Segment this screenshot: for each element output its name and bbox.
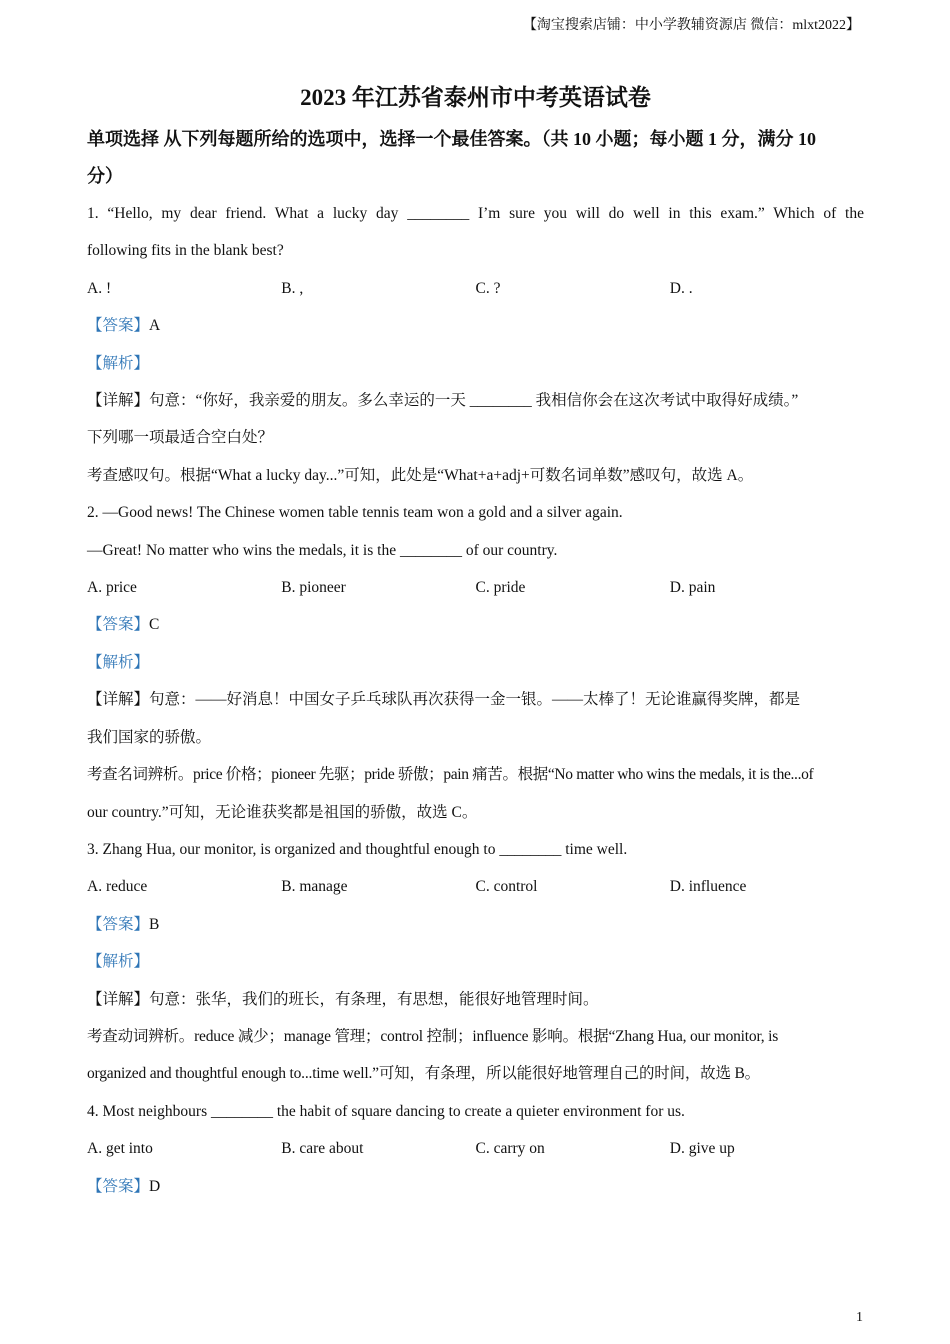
answer-label: 【答案】: [87, 1177, 150, 1195]
option-c: C. control: [475, 878, 538, 896]
answer-value: D: [149, 1177, 161, 1195]
document-body: [87, 80, 864, 1205]
detail-text: 考查感叹句。根据“What a lucky day...”可知，此处是“What+a+adj+可数名词单数”感叹句，故选 A。: [87, 466, 754, 484]
analysis-label: 【解析】: [87, 653, 150, 671]
detail-text: 考查动词辨析。reduce 减少；manage 管理；control 控制；influence 影响。根据“Zhang Hua, our monitor, is: [87, 1027, 779, 1045]
analysis-line: [87, 943, 864, 980]
detail-line: [87, 681, 864, 718]
detail-label: 【详解】: [87, 392, 150, 410]
option-a: A. !: [87, 279, 112, 297]
detail-text: our country.”可知，无论谁获奖都是祖国的骄傲，故选 C。: [87, 803, 478, 821]
detail-text: organized and thoughtful enough to...time well.”可知，有条理，所以能很好地管理自己的时间，故选 B。: [87, 1065, 760, 1083]
detail-line: [87, 981, 864, 1018]
answer-line: [87, 307, 864, 344]
option-c: C. ?: [475, 279, 501, 297]
option-d: D. .: [669, 279, 693, 297]
section-heading-line-2: 分）: [87, 166, 123, 186]
detail-text: 句意：“你好，我亲爱的朋友。多么幸运的一天 ________ 我相信你会在这次考试中取得好成绩。”: [149, 392, 799, 410]
option-c: C. pride: [475, 579, 526, 597]
detail-label: 【详解】: [87, 990, 150, 1008]
question-stem: 3. Zhang Hua, our monitor, is organized and thoughtful enough to ________ time well.: [87, 840, 628, 858]
answer-value: A: [149, 317, 161, 335]
option-a: A. reduce: [87, 878, 148, 896]
detail-text: 考查名词辨析。price 价格；pioneer 先驱；pride 骄傲；pain 痛苦。根据“No matter who wins the medals, it is the...of: [87, 766, 814, 784]
question-stem: 4. Most neighbours ________ the habit of square dancing to create a quieter environment for us.: [87, 1102, 685, 1120]
question-2: [87, 494, 864, 831]
answer-label: 【答案】: [87, 616, 150, 634]
option-row: [87, 868, 864, 905]
answer-line: [87, 906, 864, 943]
header-note: 【淘宝搜索店铺：中小学教辅资源店 微信：mlxt2022】: [522, 18, 860, 33]
option-row: [87, 569, 864, 606]
option-row: [87, 270, 864, 307]
option-b: B. manage: [281, 878, 348, 896]
answer-line: [87, 606, 864, 643]
option-c: C. carry on: [475, 1140, 545, 1158]
option-b: B. pioneer: [281, 579, 346, 597]
option-a: A. get into: [87, 1140, 153, 1158]
answer-value: B: [149, 915, 160, 933]
option-d: D. give up: [669, 1140, 735, 1158]
answer-value: C: [149, 616, 160, 634]
analysis-label: 【解析】: [87, 354, 150, 372]
answer-label: 【答案】: [87, 915, 150, 933]
section-heading: [87, 121, 864, 195]
option-d: D. influence: [669, 878, 747, 896]
question-stem: 1. “Hello, my dear friend. What a lucky day ________ I’m sure you will do well in this exam.” Which of the: [87, 205, 864, 222]
option-b: B. care about: [281, 1140, 364, 1158]
detail-text: 我们国家的骄傲。: [87, 728, 212, 746]
analysis-label: 【解析】: [87, 953, 150, 971]
page-number: 1: [856, 1310, 863, 1325]
detail-label: 【详解】: [87, 691, 150, 709]
option-row: [87, 1130, 864, 1167]
question-4: [87, 1093, 864, 1205]
section-heading-line-1: 单项选择 从下列每题所给的选项中，选择一个最佳答案。（共 10 小题；每小题 1 分，满分 10: [87, 129, 816, 149]
answer-line: [87, 1168, 864, 1205]
detail-text: 句意：张华，我们的班长，有条理，有思想，能很好地管理时间。: [149, 990, 599, 1008]
detail-text: 句意：——好消息！中国女子乒乓球队再次获得一金一银。——太棒了！无论谁赢得奖牌，都是: [149, 691, 801, 709]
question-stem: following fits in the blank best?: [87, 242, 284, 260]
document-title: 2023 年江苏省泰州市中考英语试卷: [300, 85, 651, 110]
option-b: B. ,: [281, 279, 304, 297]
detail-text: 下列哪一项最适合空白处？: [87, 429, 274, 447]
answer-label: 【答案】: [87, 317, 150, 335]
analysis-line: [87, 345, 864, 382]
option-a: A. price: [87, 579, 137, 597]
question-3: [87, 831, 864, 1093]
question-stem: 2. —Good news! The Chinese women table tennis team won a gold and a silver again.: [87, 504, 623, 522]
question-1: [87, 195, 864, 494]
option-d: D. pain: [669, 579, 716, 597]
detail-line: [87, 382, 864, 419]
analysis-line: [87, 644, 864, 681]
question-stem: —Great! No matter who wins the medals, it is the ________ of our country.: [87, 541, 558, 559]
